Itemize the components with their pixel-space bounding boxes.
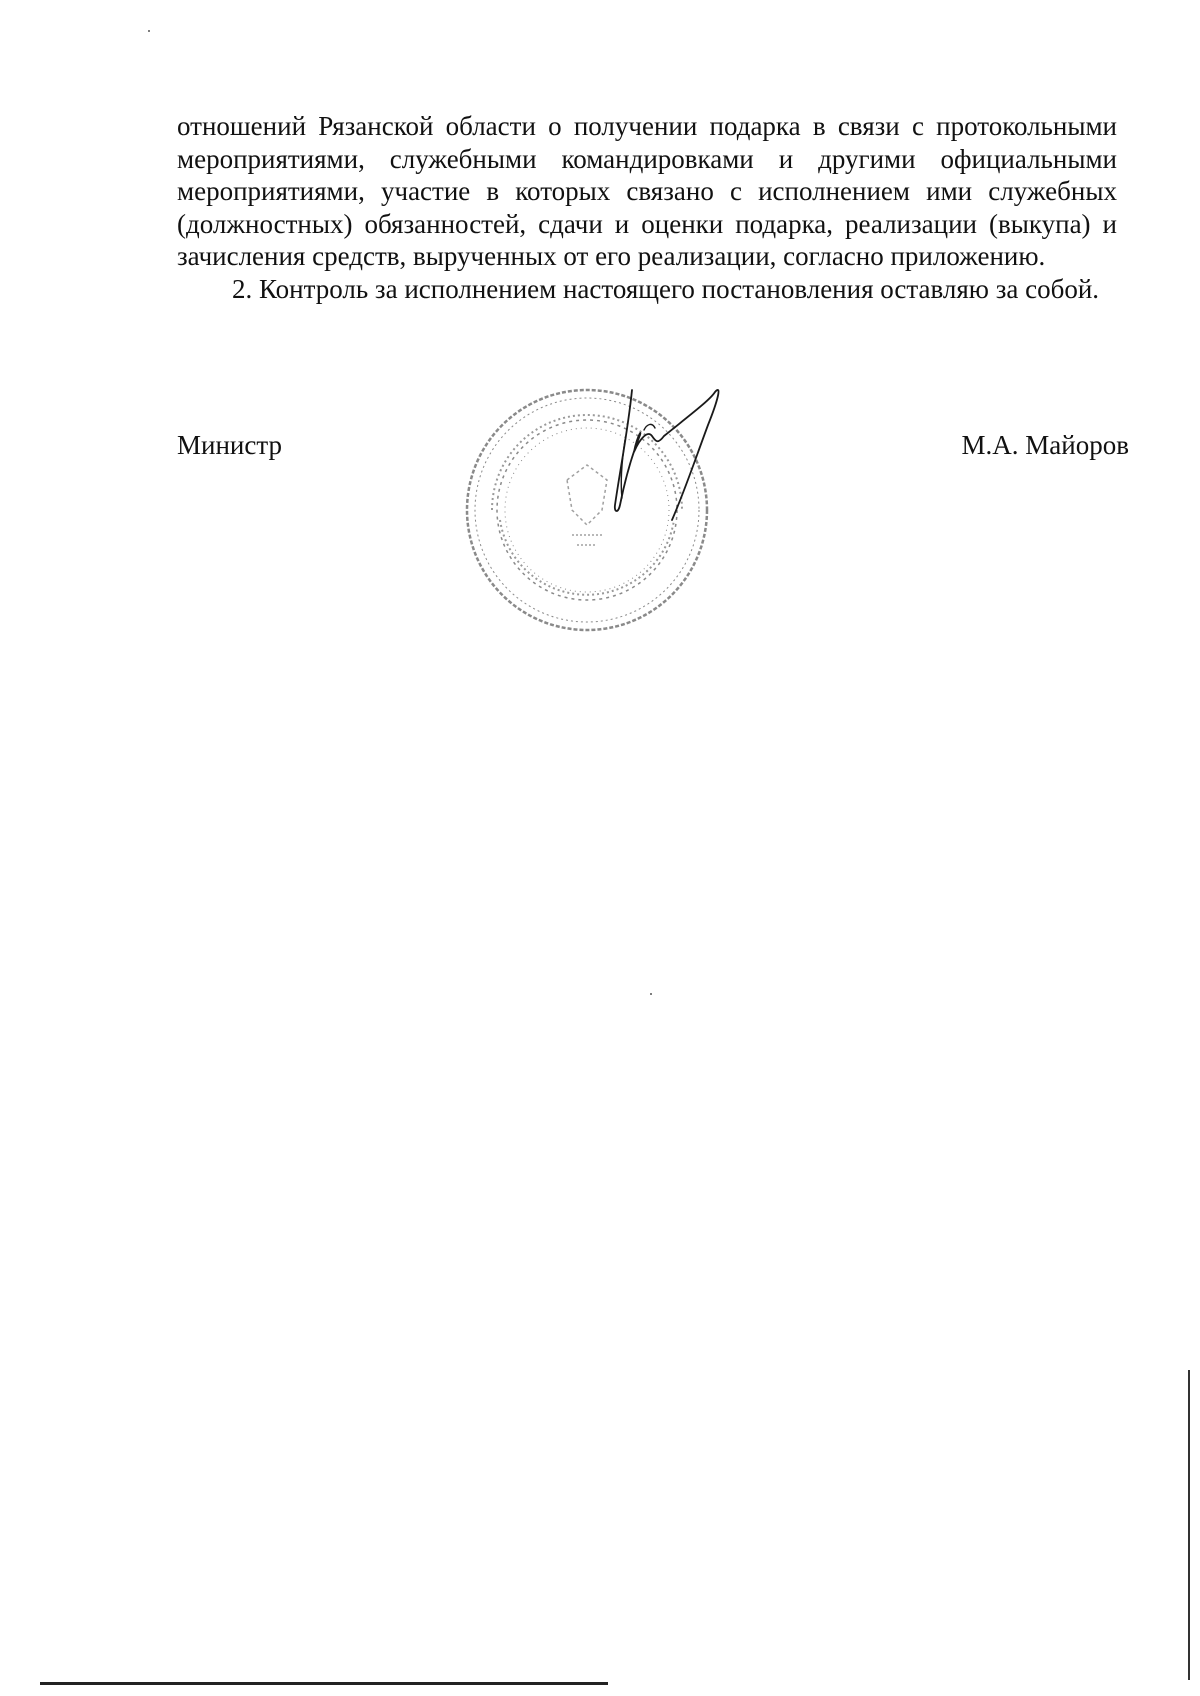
document-body bbox=[177, 110, 1117, 305]
paragraph-2: 2. Контроль за исполнением настоящего постановления оставляю за собой. bbox=[232, 273, 1100, 304]
signer-name: М.А. Майоров bbox=[961, 430, 1129, 460]
scan-speck bbox=[148, 30, 150, 32]
signer-title: Министр bbox=[177, 430, 282, 460]
paragraph-1: отношений Рязанской области о получении подарка в связи с протокольными мероприятиями, служебными командировками и другими официальными мероприятиями, участие в которых связано с исполнением ими служебных (должностных) обязанностей, сдачи и оценки подарка, реализации (выкупа) и зачисления средств, вырученных от его реализации, согласно приложению. bbox=[177, 111, 1117, 271]
scan-edge-line bbox=[1188, 1370, 1190, 1680]
bottom-rule bbox=[40, 1682, 608, 1685]
handwritten-signature-icon bbox=[600, 380, 780, 560]
scan-speck bbox=[650, 993, 652, 995]
signature-block bbox=[177, 430, 1129, 470]
